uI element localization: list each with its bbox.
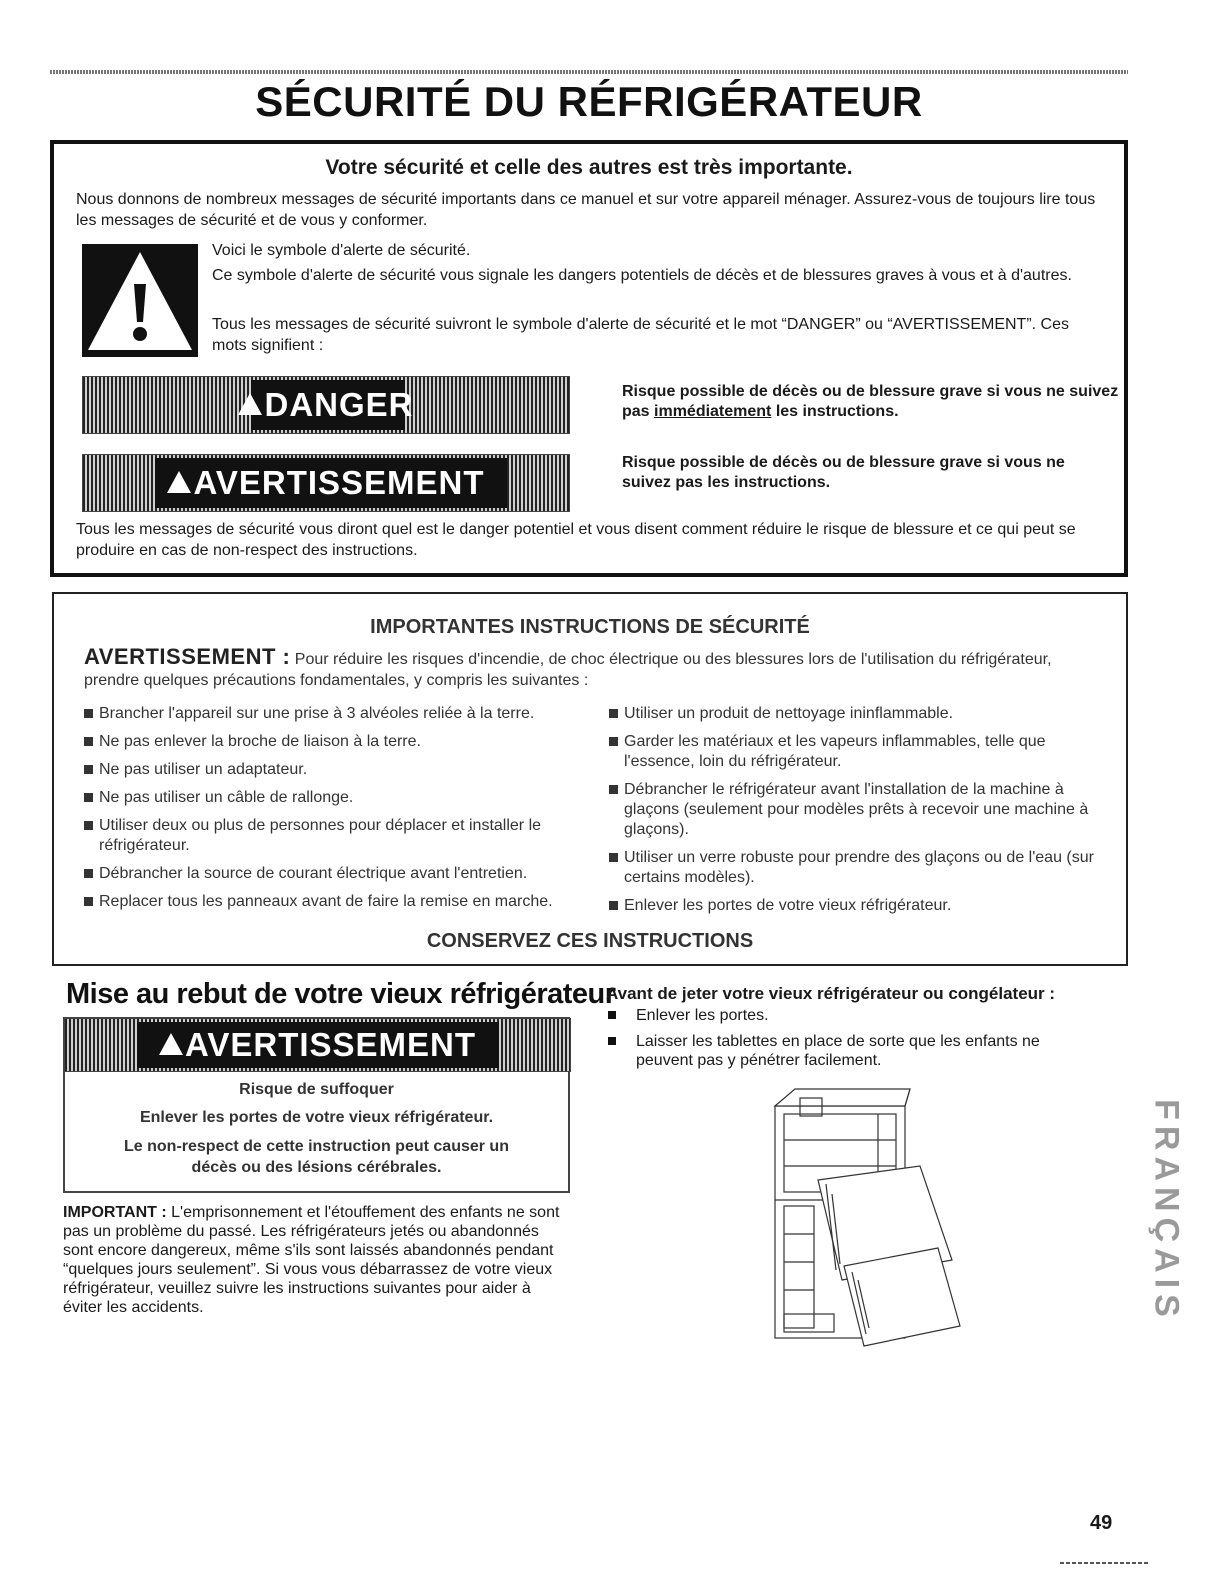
language-side-tab [1146,1080,1186,1342]
danger-risk-emphasis: immédiatement [654,403,772,420]
danger-risk-after: les instructions. [771,403,899,420]
warning-risk-text: Risque possible de décès ou de blessure grave si vous ne suivez pas les instructions. [622,454,1065,491]
symbol-line-3: Tous les messages de sécurité suivront le symbole d'alerte de sécurité et le mot “DANGER” ou “AVERTISSEMENT”. Ces mots signifient : [212,316,1069,354]
list-item-text: Utiliser deux ou plus de personnes pour déplacer et installer le réfrigérateur. [99,817,542,854]
list-item [84,760,604,780]
list-item [84,892,604,912]
warning-alert-icon [167,471,191,493]
page-title: SÉCURITÉ DU RÉFRIGÉRATEUR [255,78,923,125]
suffocation-risk-action: Enlever les portes de votre vieux réfrigérateur. [139,1109,494,1126]
danger-risk-text [622,382,1122,422]
important-instructions-box [52,592,1128,966]
list-item [609,896,1114,916]
square-bullet-icon [609,709,618,718]
disposal-signal-word [65,1019,570,1071]
list-item [609,732,1114,772]
list-item-text: Ne pas enlever la broche de liaison à la terre. [99,733,421,750]
danger-signal-word [83,377,569,433]
list-item-text: Débrancher la source de courant électrique avant l'entretien. [99,865,528,882]
list-item-text: Utiliser un verre robuste pour prendre des glaçons ou de l'eau (sur certains modèles). [624,849,1094,886]
list-item-text: Replacer tous les panneaux avant de faire la remise en marche. [99,893,553,910]
disposal-section-title: Mise au rebut de votre vieux réfrigérateur [66,978,616,1010]
warning-signal-word [83,455,569,511]
before-disposal-list [606,1006,1101,1077]
list-item [609,848,1114,888]
danger-banner [82,376,570,434]
important-label: IMPORTANT : [63,1204,167,1221]
suffocation-risk-title: Risque de suffoquer [239,1081,394,1098]
safety-intro: Nous donnons de nombreux messages de sécurité importants dans ce manuel et sur votre appareil ménager. Assurez-vous de toujours lire tous les messages de sécurité et de vous y conformer. [76,191,1096,229]
suffocation-warning-box [63,1017,570,1193]
square-bullet-icon [84,897,93,906]
warning-banner [82,454,570,512]
suffocation-risk-consequence: Le non-respect de cette instruction peut causer un décès ou des lésions cérébrales. [124,1138,509,1176]
warning-label: AVERTISSEMENT [193,464,485,501]
disposal-warning-label: AVERTISSEMENT [184,1026,477,1063]
instructions-left-list [84,704,604,920]
important-paragraph [63,1203,573,1317]
bottom-rule [1060,1562,1150,1564]
list-item [84,864,604,884]
side-tab-label: FRANÇAIS [1147,1099,1186,1323]
square-bullet-icon [84,793,93,802]
refrigerator-doors-removed-illustration [770,1084,970,1354]
list-item [606,1032,1101,1070]
list-item-text: Garder les matériaux et les vapeurs inflammables, telle que l'essence, loin du réfrigérateur. [624,733,1046,770]
square-bullet-icon [609,901,618,910]
before-disposal-heading: Avant de jeter votre vieux réfrigérateur ou congélateur : [606,984,1056,1003]
square-bullet-icon [84,737,93,746]
safety-alert-triangle-icon [82,244,198,357]
top-rule [50,70,1128,74]
square-bullet-icon [609,853,618,862]
important-text: L'emprisonnement et l'étouffement des enfants ne sont pas un problème du passé. Les réfrigérateurs jetés ou abandonnés sont encore dangereux, même s'ils sont laissés abandonnés pendant “quelques jours seulement”. Si vous vous débarrassez de votre vieux réfrigérateur, veuillez suivre les instructions suivantes pour aider à éviter les accidents. [63,1204,560,1316]
safety-alert-symbol [82,244,198,357]
list-item [84,816,604,856]
square-bullet-icon [609,785,618,794]
instructions-warning-label: AVERTISSEMENT : [84,644,291,669]
list-item-text: Utiliser un produit de nettoyage ininflammable. [624,705,954,722]
square-bullet-icon [84,821,93,830]
square-bullet-icon [608,1037,616,1045]
list-item [609,704,1114,724]
instructions-right-list [609,704,1114,924]
list-item-text: Brancher l'appareil sur une prise à 3 alvéoles reliée à la terre. [99,705,535,722]
list-item [84,788,604,808]
list-item-text: Ne pas utiliser un adaptateur. [99,761,308,778]
square-bullet-icon [609,737,618,746]
list-item-text: Enlever les portes de votre vieux réfrigérateur. [624,897,952,914]
list-item [606,1006,1101,1025]
instructions-heading: IMPORTANTES INSTRUCTIONS DE SÉCURITÉ [370,616,810,638]
list-item-text: Enlever les portes. [636,1007,769,1024]
list-item [609,780,1114,840]
danger-label: DANGER [264,386,414,423]
safety-box [50,140,1128,577]
list-item-text: Laisser les tablettes en place de sorte que les enfants ne peuvent pas y pénétrer facilement. [636,1033,1040,1069]
disposal-warning-banner [64,1018,571,1072]
square-bullet-icon [608,1011,616,1019]
list-item-text: Débrancher le réfrigérateur avant l'installation de la machine à glaçons (seulement pour modèles prêts à recevoir une machine à glaçons). [624,781,1089,838]
symbol-line-1: Voici le symbole d'alerte de sécurité. [212,242,471,259]
list-item-text: Ne pas utiliser un câble de rallonge. [99,789,354,806]
instructions-warning [84,646,1094,691]
disposal-alert-icon [159,1033,183,1055]
symbol-line-2: Ce symbole d'alerte de sécurité vous signale les dangers potentiels de décès et de blessures graves à vous et à d'autres. [212,267,1072,284]
square-bullet-icon [84,765,93,774]
page-number: 49 [1090,1512,1113,1534]
danger-risk-before: Risque possible de décès ou de blessure grave si vous ne suivez pas [622,383,1119,420]
list-item [84,704,604,724]
square-bullet-icon [84,869,93,878]
square-bullet-icon [84,709,93,718]
danger-alert-icon [238,393,262,415]
save-instructions-footer: CONSERVEZ CES INSTRUCTIONS [426,930,754,952]
instructions-warning-text: Pour réduire les risques d'incendie, de choc électrique ou des blessures lors de l'utilisation du réfrigérateur, prendre quelques précautions fondamentales, y compris les suivantes : [84,651,1052,689]
safety-footer: Tous les messages de sécurité vous diront quel est le danger potentiel et vous disent comment réduire le risque de blessure et ce qui peut se produire en cas de non-respect des instructions. [76,521,1076,559]
safety-box-heading: Votre sécurité et celle des autres est très importante. [325,156,853,179]
list-item [84,732,604,752]
